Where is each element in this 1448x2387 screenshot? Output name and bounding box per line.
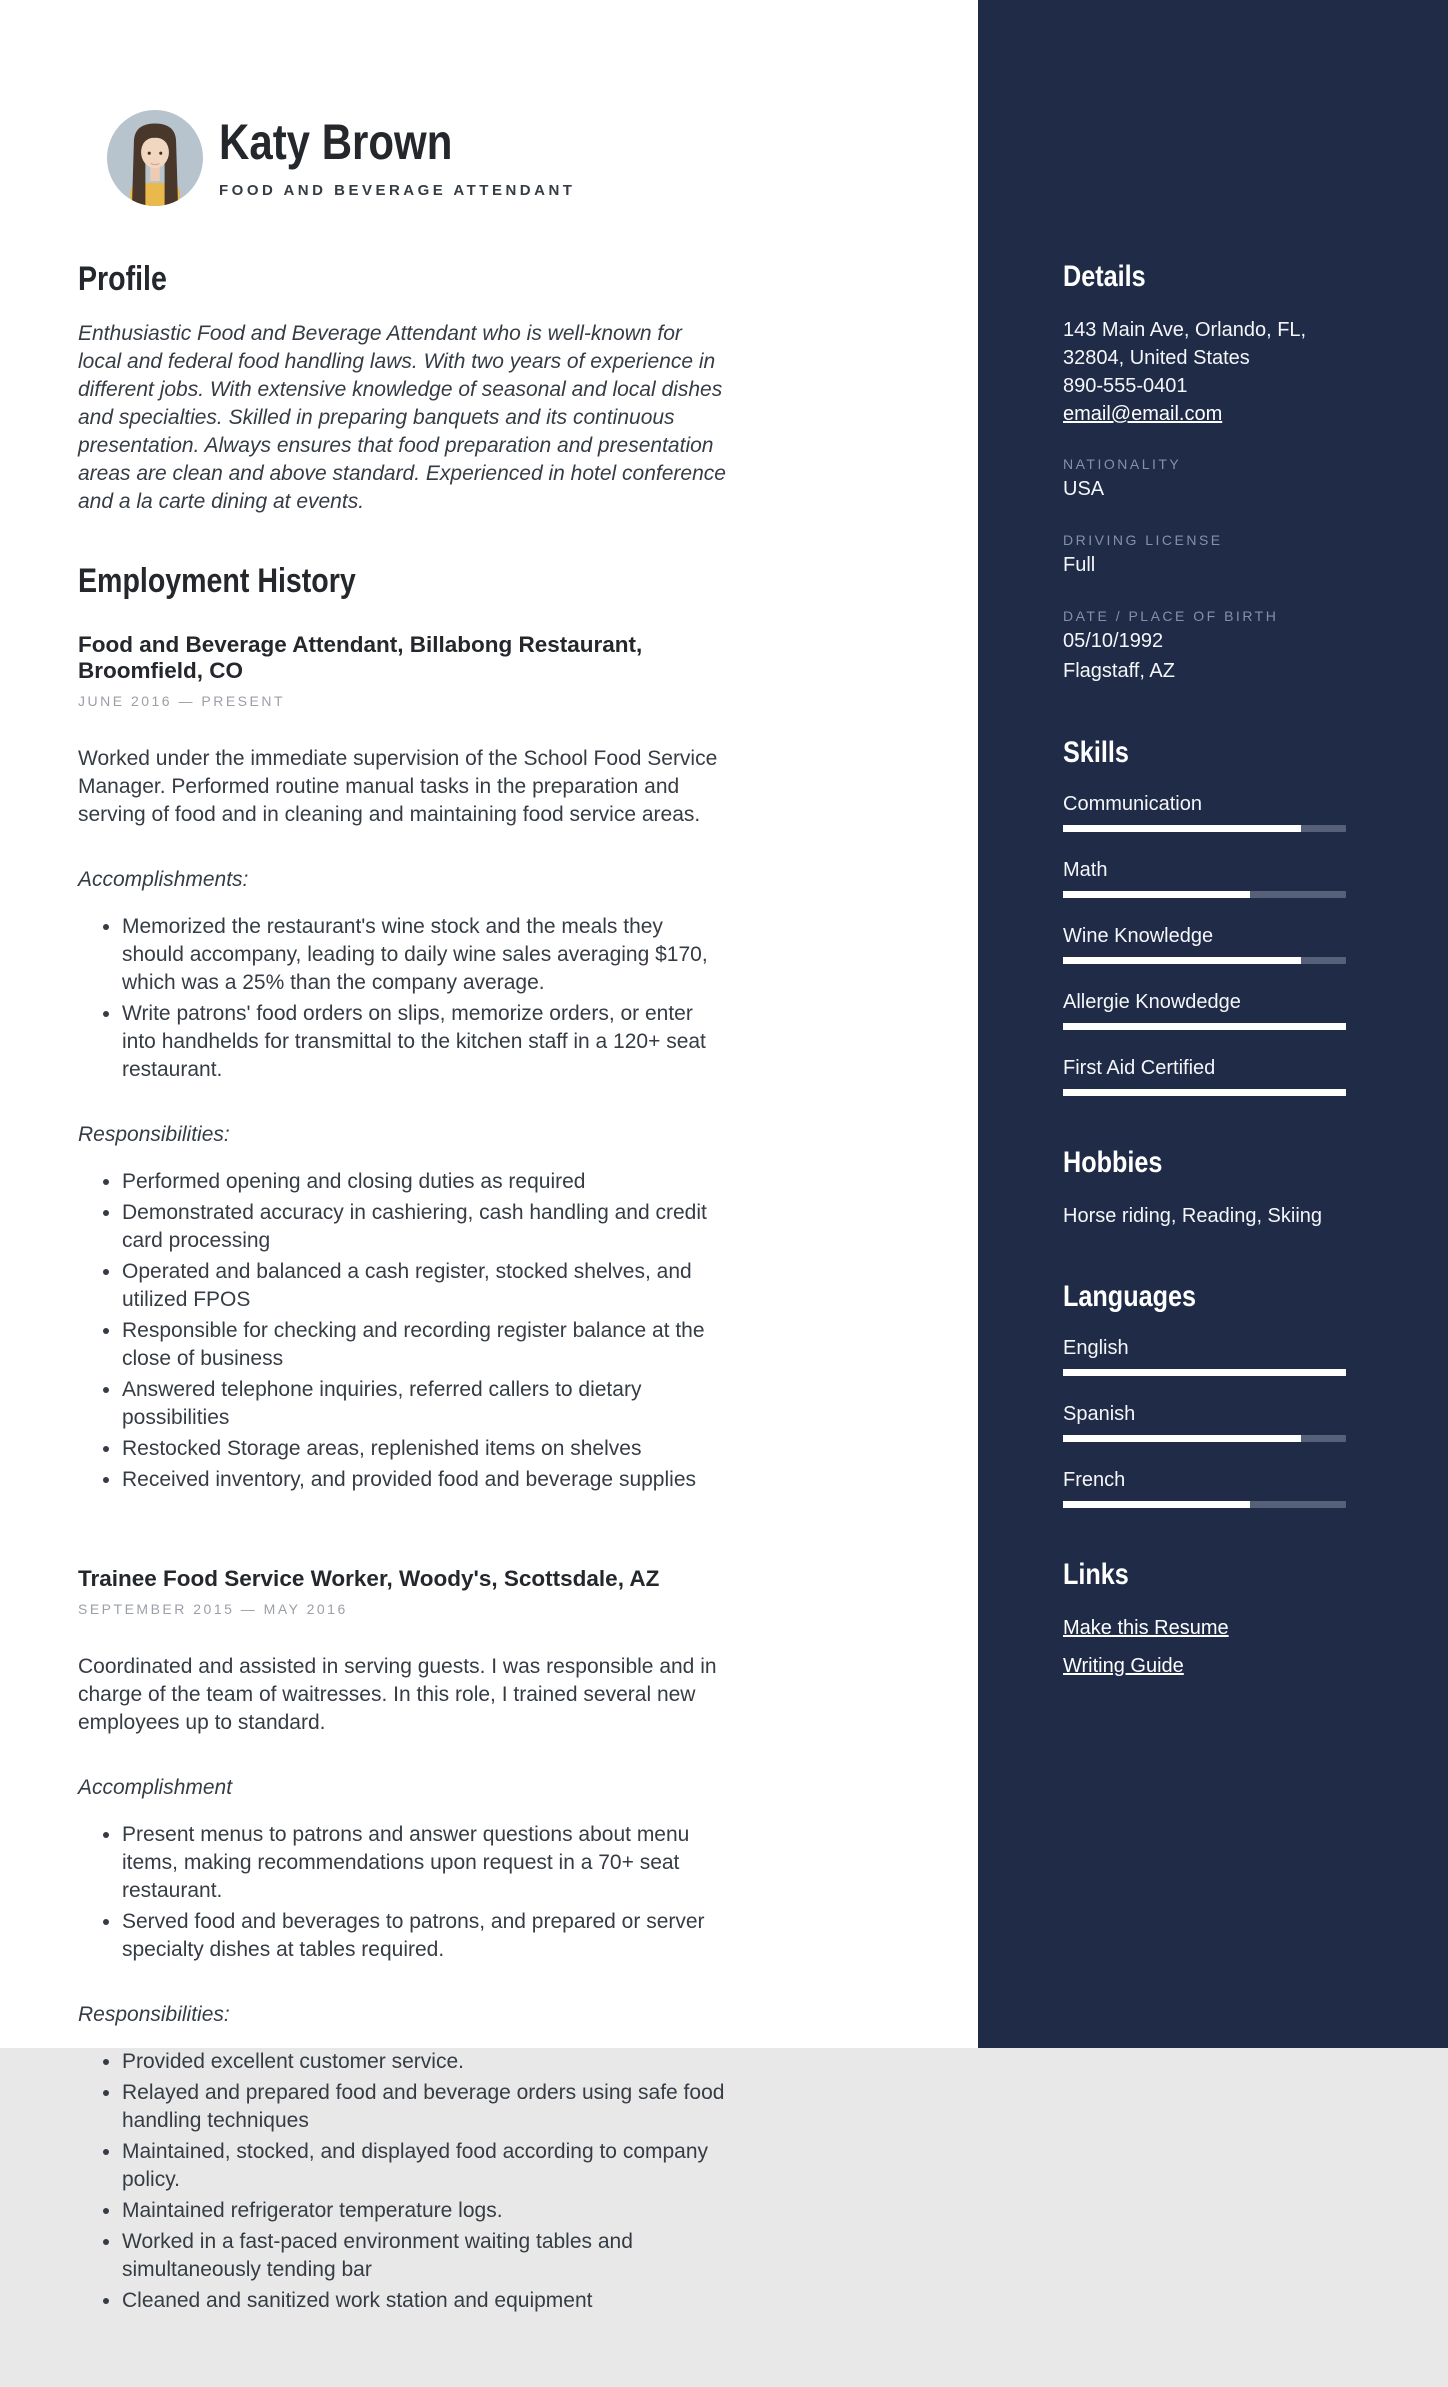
phone-number: 890-555-0401: [1063, 375, 1188, 397]
skill-level-bar: [1063, 825, 1346, 832]
language-level-fill: [1063, 1501, 1250, 1508]
job-title-line: Trainee Food Service Worker, Woody's, Scottsdale, AZ: [78, 1565, 660, 1591]
skill-level-fill: [1063, 891, 1250, 898]
details-heading: [1063, 262, 1345, 292]
address-line-1: 143 Main Ave, Orlando, FL,: [1063, 319, 1307, 341]
languages-section: [1063, 1282, 1345, 1508]
details-field-label: NATIONALITY: [1063, 456, 1182, 472]
links-heading-text: Links: [1063, 1558, 1129, 1591]
email-link[interactable]: email@email.com: [1063, 403, 1223, 425]
skill-name: Math: [1063, 859, 1108, 881]
links-section: [1063, 1560, 1345, 1680]
profile-heading: [78, 262, 728, 296]
skill-item: [1063, 792, 1345, 832]
responsibilities-label: Responsibilities:: [78, 1122, 230, 1146]
responsibility-item: • Maintained refrigerator temperature logs.: [122, 2197, 728, 2225]
links-heading: [1063, 1560, 1345, 1590]
responsibility-item: • Cleaned and sanitized work station and equipment: [122, 2287, 728, 2315]
hobbies-heading: [1063, 1148, 1345, 1178]
skill-level-bar: [1063, 891, 1346, 898]
responsibility-item: • Performed opening and closing duties as required: [122, 1168, 728, 1196]
skills-list: [1063, 792, 1345, 1096]
employment-history-section: [78, 564, 728, 2315]
accomplishment-item: • Memorized the restaurant's wine stock and the meals they should accompany, leading to daily wine sales averaging $170, which was a 25% than the company average.: [122, 913, 728, 997]
profile-heading-text: Profile: [78, 260, 167, 298]
language-level-fill: [1063, 1369, 1346, 1376]
job-title-line: Food and Beverage Attendant, Billabong Restaurant, Broomfield, CO: [78, 632, 643, 683]
sidebar: [978, 0, 1448, 2048]
responsibilities-label: Responsibilities:: [78, 2002, 230, 2026]
avatar: [107, 110, 203, 206]
details-field-value: Flagstaff, AZ: [1063, 660, 1175, 682]
responsibility-item: • Answered telephone inquiries, referred callers to dietary possibilities: [122, 1376, 728, 1432]
skills-heading: [1063, 738, 1345, 768]
main-column: [78, 110, 728, 2387]
skill-item: [1063, 858, 1345, 898]
language-level-bar: [1063, 1369, 1346, 1376]
details-fields: [1063, 454, 1345, 686]
profile-text: Enthusiastic Food and Beverage Attendant who is well-known for local and federal food handling laws. With two years of experience in different jobs. With extensive knowledge of seasonal and local dishes and specialties. Skilled in preparing banquets and its continuous presentation. Always ensures that food preparation and presentation areas are clean and above standard. Experienced in hotel conference and a la carte dining at events.: [78, 322, 726, 513]
details-field-value: USA: [1063, 478, 1105, 500]
language-name: English: [1063, 1337, 1129, 1359]
jobs-container: [78, 632, 728, 2315]
skill-item: [1063, 1056, 1345, 1096]
job-entry: [78, 632, 728, 1494]
skill-name: Communication: [1063, 793, 1202, 815]
skill-level-fill: [1063, 957, 1301, 964]
accomplishments-list: [78, 1821, 728, 1964]
language-name: Spanish: [1063, 1403, 1136, 1425]
language-level-bar: [1063, 1501, 1346, 1508]
language-item: [1063, 1336, 1345, 1376]
language-item: [1063, 1468, 1345, 1508]
employment-history-heading: [78, 564, 728, 598]
hobbies-section: [1063, 1148, 1345, 1230]
job-description: Worked under the immediate supervision of the School Food Service Manager. Performed routine manual tasks in the preparation and serving of food and in cleaning and maintaining food service areas.: [78, 746, 718, 826]
hobbies-heading-text: Hobbies: [1063, 1146, 1163, 1179]
sidebar-link[interactable]: Writing Guide: [1063, 1655, 1184, 1677]
skill-name: Allergie Knowdedge: [1063, 991, 1241, 1013]
hobbies-text: Horse riding, Reading, Skiing: [1063, 1205, 1323, 1227]
profile-section: [78, 262, 728, 516]
skill-item: [1063, 990, 1345, 1030]
address-line-2: 32804, United States: [1063, 347, 1250, 369]
skill-level-fill: [1063, 1023, 1346, 1030]
skill-level-bar: [1063, 957, 1346, 964]
skill-item: [1063, 924, 1345, 964]
language-item: [1063, 1402, 1345, 1442]
languages-heading-text: Languages: [1063, 1280, 1197, 1313]
details-field-label: DATE / PLACE OF BIRTH: [1063, 608, 1279, 624]
details-heading-text: Details: [1063, 260, 1146, 293]
skill-level-bar: [1063, 1023, 1346, 1030]
skills-heading-text: Skills: [1063, 736, 1129, 769]
languages-list: [1063, 1336, 1345, 1508]
accomplishment-item: • Write patrons' food orders on slips, memorize orders, or enter into handhelds for transmittal to the kitchen staff in a 120+ seat restaurant.: [122, 1000, 728, 1084]
details-field-label: DRIVING LICENSE: [1063, 532, 1223, 548]
skill-level-fill: [1063, 1089, 1346, 1096]
employment-history-heading-text: Employment History: [78, 562, 356, 600]
details-field-value: 05/10/1992: [1063, 630, 1164, 652]
languages-heading: [1063, 1282, 1345, 1312]
responsibility-item: • Operated and balanced a cash register, stocked shelves, and utilized FPOS: [122, 1258, 728, 1314]
language-level-bar: [1063, 1435, 1346, 1442]
skill-level-bar: [1063, 1089, 1346, 1096]
details-section: [1063, 262, 1345, 686]
skill-name: Wine Knowledge: [1063, 925, 1214, 947]
responsibility-item: • Provided excellent customer service.: [122, 2048, 728, 2076]
identity-header: [78, 110, 728, 206]
details-field-value: Full: [1063, 554, 1096, 576]
candidate-name-text: Katy Brown: [219, 114, 453, 170]
job-description: Coordinated and assisted in serving guests. I was responsible and in charge of the team of waitresses. In this role, I trained several new employees up to standard.: [78, 1654, 717, 1734]
responsibility-item: • Received inventory, and provided food and beverage supplies: [122, 1466, 728, 1494]
responsibility-item: • Demonstrated accuracy in cashiering, cash handling and credit card processing: [122, 1199, 728, 1255]
responsibility-item: • Restocked Storage areas, replenished items on shelves: [122, 1435, 728, 1463]
job-entry: [78, 1566, 728, 2315]
language-level-fill: [1063, 1435, 1301, 1442]
responsibility-item: • Maintained, stocked, and displayed food according to company policy.: [122, 2138, 728, 2194]
job-dates: JUNE 2016 — PRESENT: [78, 692, 285, 709]
skill-name: First Aid Certified: [1063, 1057, 1216, 1079]
responsibilities-list: [78, 2048, 728, 2315]
sidebar-link[interactable]: Make this Resume: [1063, 1617, 1229, 1639]
skill-level-fill: [1063, 825, 1301, 832]
accomplishments-list: [78, 913, 728, 1084]
accomplishment-item: • Present menus to patrons and answer questions about menu items, making recommendations upon request in a 70+ seat restaurant.: [122, 1821, 728, 1905]
responsibility-item: • Worked in a fast-paced environment waiting tables and simultaneously tending bar: [122, 2228, 728, 2284]
candidate-job-title: FOOD AND BEVERAGE ATTENDANT: [219, 182, 576, 199]
responsibility-item: • Responsible for checking and recording register balance at the close of business: [122, 1317, 728, 1373]
skills-section: [1063, 738, 1345, 1096]
links-list: [1063, 1614, 1345, 1680]
responsibilities-list: [78, 1168, 728, 1494]
avatar-illustration: [107, 110, 203, 206]
language-name: French: [1063, 1469, 1126, 1491]
job-dates: SEPTEMBER 2015 — MAY 2016: [78, 1600, 348, 1617]
identity-text: [219, 110, 575, 199]
accomplishment-item: • Served food and beverages to patrons, and prepared or server specialty dishes at tables required.: [122, 1908, 728, 1964]
accomplishments-label: Accomplishments:: [78, 867, 249, 891]
accomplishments-label: Accomplishment: [78, 1775, 233, 1799]
responsibility-item: • Relayed and prepared food and beverage orders using safe food handling techniques: [122, 2079, 728, 2135]
candidate-name: [219, 116, 575, 168]
